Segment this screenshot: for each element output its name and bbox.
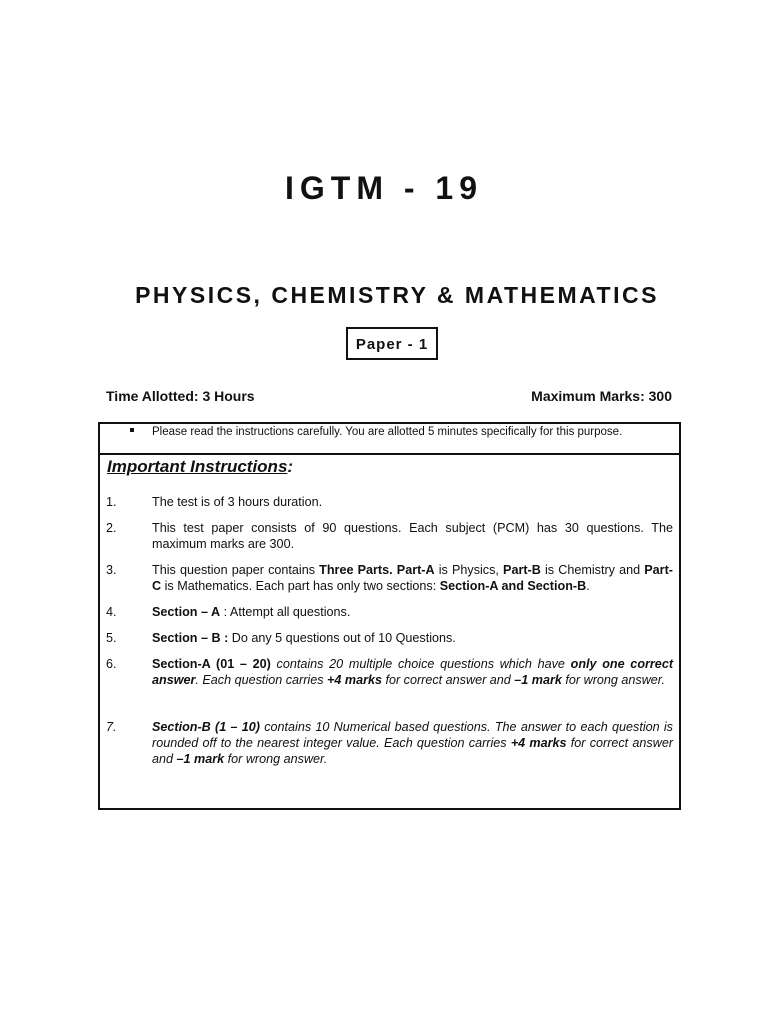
item-text-part: is Physics, bbox=[434, 563, 504, 577]
item-text-part: . Each question carries bbox=[195, 673, 328, 687]
maximum-marks: Maximum Marks: 300 bbox=[531, 388, 672, 404]
item-text-bold: Three Parts. Part-A bbox=[319, 563, 435, 577]
item-number: 2. bbox=[106, 521, 117, 535]
instructions-heading-text: Important Instructions bbox=[107, 457, 288, 476]
item-text-part: The test is of 3 hours duration. bbox=[152, 495, 323, 509]
item-text bbox=[152, 494, 673, 510]
item-text-bold: Part-C bbox=[152, 563, 673, 593]
item-text-part: : Attempt all questions. bbox=[220, 605, 351, 619]
item-text bbox=[152, 604, 673, 620]
item-text-part: Do any 5 questions out of 10 Questions. bbox=[228, 631, 456, 645]
item-text-part: contains 20 multiple choice questions which have bbox=[270, 657, 571, 671]
item-text-part: contains 10 Numerical based questions. The answer to each question is rounded off to the nearest integer value. Each question carries bbox=[152, 720, 673, 750]
paper-label: Paper - 1 bbox=[346, 327, 438, 360]
instructions-heading bbox=[107, 457, 293, 477]
item-text-bold: only one correct answer bbox=[152, 657, 674, 687]
item-text-bold: Section-B (1 – 10) bbox=[152, 720, 260, 734]
exam-subjects: PHYSICS, CHEMISTRY & MATHEMATICS bbox=[135, 282, 659, 308]
item-text bbox=[152, 719, 673, 767]
item-text bbox=[152, 630, 673, 646]
item-number: 3. bbox=[106, 563, 117, 577]
item-text-bold: Section – B : bbox=[152, 631, 229, 645]
exam-title: IGTM - 19 bbox=[284, 170, 483, 206]
item-text-part: . bbox=[586, 579, 590, 593]
item-number: 5. bbox=[106, 631, 117, 645]
item-text-part: for wrong answer. bbox=[561, 673, 666, 687]
item-text-bold: +4 marks bbox=[327, 673, 382, 687]
instructions-heading-colon: : bbox=[287, 457, 294, 476]
item-text-part: is Mathematics. Each part has only two sections: bbox=[161, 579, 440, 593]
item-text-bold: +4 marks bbox=[510, 736, 567, 750]
item-text bbox=[152, 520, 673, 552]
item-text-bold: –1 mark bbox=[514, 673, 562, 687]
time-allotted: Time Allotted: 3 Hours bbox=[106, 388, 255, 404]
item-text-part: is Chemistry and bbox=[540, 563, 645, 577]
item-text bbox=[152, 656, 673, 688]
item-text-bold: Section-A and Section-B bbox=[439, 579, 587, 593]
item-text-part: for correct answer and bbox=[381, 673, 515, 687]
item-text-part: for correct answer and bbox=[152, 736, 674, 766]
item-text-bold: Section-A (01 – 20) bbox=[152, 657, 271, 671]
item-number: 4. bbox=[106, 605, 117, 619]
item-text bbox=[152, 562, 673, 594]
item-text-bold: Section – A bbox=[152, 605, 221, 619]
item-text-part: This test paper consists of 90 questions. Each subject (PCM) has 30 questions. The maximum marks are 300. bbox=[152, 521, 673, 551]
item-text-part: for wrong answer. bbox=[224, 752, 328, 766]
note-row bbox=[100, 424, 679, 455]
item-text-part: This question paper contains bbox=[152, 563, 320, 577]
item-number: 7. bbox=[106, 720, 117, 734]
item-number: 1. bbox=[106, 495, 117, 509]
bullet-icon bbox=[130, 428, 134, 432]
item-number: 6. bbox=[106, 657, 117, 671]
instructions-box bbox=[98, 422, 681, 810]
item-text-bold: –1 mark bbox=[176, 752, 225, 766]
note-text: Please read the instructions carefully. You are allotted 5 minutes specifically for this purpose. bbox=[152, 426, 623, 438]
item-text-bold: Part-B bbox=[503, 563, 541, 577]
